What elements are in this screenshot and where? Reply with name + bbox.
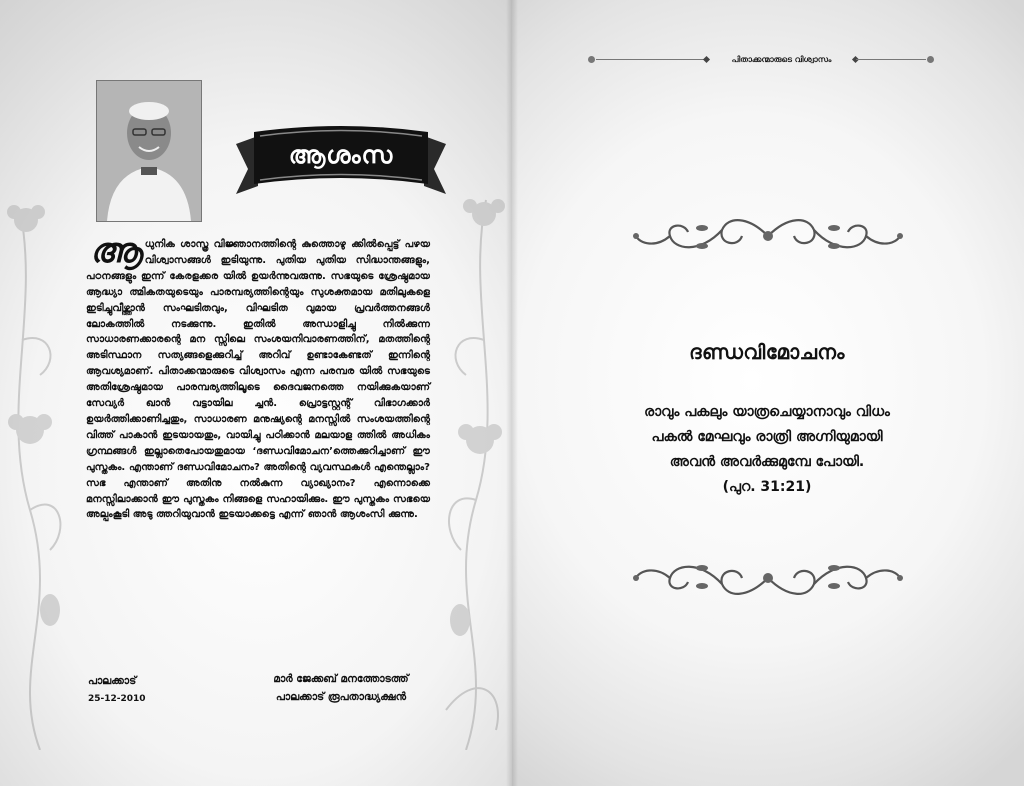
- running-head-dot: [927, 56, 934, 63]
- running-head: [586, 54, 936, 66]
- verse-line: രാവും പകലും യാത്രചെയ്യാനാവും വിധം: [644, 404, 890, 420]
- verse-reference: (പുറ. 31:21): [722, 479, 812, 495]
- letter-line: ധുനിക ശാസ്ത്ര വിജ്ഞാനത്തിന്റെ കുത്തൊഴു: [144, 239, 346, 250]
- signatory-name: മാർ ജേക്കബ് മനത്തോടത്ത്: [273, 673, 409, 685]
- epigraph-verse: [572, 400, 962, 500]
- greeting-letter: [86, 231, 431, 523]
- letter-line: ക്കുന്നു.: [387, 509, 418, 521]
- running-head-rule: [596, 59, 706, 60]
- letter-line: സത്യങ്ങളെക്കുറിച്ച് അറിവ് ഉണ്ടാകേണ്ടത് ഇന്നിന്റെ: [157, 350, 431, 362]
- letter-place: പാലക്കാട്: [88, 675, 137, 687]
- letter-line: പുതിയ സിദ്ധാന്തങ്ങളും, പഠനങ്ങളും ഇന്ന് കേരളക്കര: [86, 254, 430, 282]
- letter-line: ‘ദണ്ഡവിമോചന’ത്തെക്കുറിച്ചാണ് ഈ പുസ്തകം.: [86, 445, 430, 473]
- letter-line: ആവശ്യമാണ്. പിതാക്കന്മാരുടെ വിശ്വാസം എന്ന പരമ്പര: [86, 366, 355, 378]
- running-head-dot: [588, 56, 595, 63]
- running-head-diamond: [703, 56, 710, 63]
- letter-line: ക്കിൽപ്പെട്ട് പഴയ വിശ്വാസങ്ങൾ ഇടിയുന്നു. പുതിയ: [144, 239, 431, 266]
- floral-ornament-right: [436, 190, 512, 750]
- letter-body: [86, 231, 431, 523]
- letter-line: എന്തെല്ലാം? സഭ എന്താണ് അതിനു നൽകുന്ന വ്യാഖ്യാനം?: [86, 461, 430, 489]
- letter-line: ച്ചൻ. പ്രൊട്ടസ്റ്റന്റ് വിഭാഗക്കാർ ഉയർത്തിക്കാണിച്ചതും,: [86, 398, 430, 425]
- book-spine-shadow: [506, 0, 518, 786]
- letter-line: എന്നൊക്കെ മനസ്സിലാക്കാൻ ഈ പുസ്തകം നിങ്ങളെ: [86, 477, 431, 505]
- letter-line: സാധാരണ മനുഷ്യന്റെ മനസ്സിൽ സംശയത്തിന്റെ വിത്ത്: [86, 413, 430, 441]
- letter-line: പാകാൻ ഇടയായതും, വായിച്ചു പഠിക്കാൻ മലയാള: [118, 429, 353, 441]
- running-head-text: പിതാക്കന്മാരുടെ വിശ്വാസം: [731, 55, 832, 64]
- letter-date: 25-12-2010: [88, 694, 146, 704]
- scroll-ornament-top: [630, 214, 906, 258]
- letter-line: ത്തിൽ അധികം ഗ്രന്ഥങ്ങൾ ഇല്ലാതെപോയതുമായ: [86, 429, 431, 457]
- right-page: [512, 0, 1024, 786]
- drop-cap: ആ: [90, 231, 142, 271]
- banner-title: ആശംസ: [288, 140, 394, 169]
- letter-line: ത്തറിയുവാൻ ഇടയാക്കട്ടെ എന്ന് ഞാൻ ആശംസി: [155, 509, 385, 521]
- letter-line: ത്മികതയുടെയും പാരമ്പര്യത്തിന്റെയും സുശക്തമായ: [129, 286, 373, 298]
- scroll-ornament-bottom: [630, 556, 906, 600]
- letter-line: ദൈവജനത്തെ നയിക്കുകയാണ് സേവ്യർ ഖാൻ വട്ടായില: [86, 382, 430, 410]
- running-head-rule: [856, 59, 926, 60]
- letter-line: എന്താണ് ദണ്ഡവിമോചനം? അതിന്റെ വ്യവസ്ഥകൾ: [128, 461, 371, 473]
- verse-line: പകൽ മേഘവും രാത്രി അഗ്നിയുമായി: [651, 429, 883, 445]
- author-photo: [96, 80, 202, 222]
- signatory-title: പാലക്കാട് രൂപതാദ്ധ്യക്ഷൻ: [275, 691, 407, 703]
- letter-line: യിൽ സഭയുടെ അതിശ്രേഷ്ഠമായ പാരമ്പര്യത്തിലൂടെ: [86, 366, 430, 394]
- letter-line: സഹായിക്കും. ഈ പുസ്തകം സഭയെ അല്പംകൂടി അടു: [86, 493, 431, 521]
- letter-line: ഇതിൽ അന്ധാളിച്ചു നിൽക്കുന്ന സാധാരണക്കാരന്റെ മന: [86, 318, 430, 346]
- letter-line: വുമായ പ്രവർത്തനങ്ങൾ ലോകത്തിൽ നടക്കുന്നു.: [86, 302, 431, 330]
- letter-line: യിൽ ഉയർന്നുവരുന്നു. സഭയുടെ ശ്രേഷ്ഠമായ ആദ്ധ്യാ: [86, 270, 431, 298]
- floral-ornament-left: [0, 190, 80, 750]
- letter-line: മതിലുകളെ ഇടിച്ചുവീഴ്ത്താൻ സംഘടിതവും, വിഘടിത: [86, 286, 431, 314]
- letter-line: സ്സിലെ സംശയനിവാരണത്തിന്, മതത്തിന്റെ അടിസ്ഥാന: [86, 334, 430, 362]
- verse-line: അവൻ അവർക്കുമുമ്പേ പോയി.: [669, 454, 865, 470]
- chapter-title: ദണ്ഡവിമോചനം: [689, 340, 845, 364]
